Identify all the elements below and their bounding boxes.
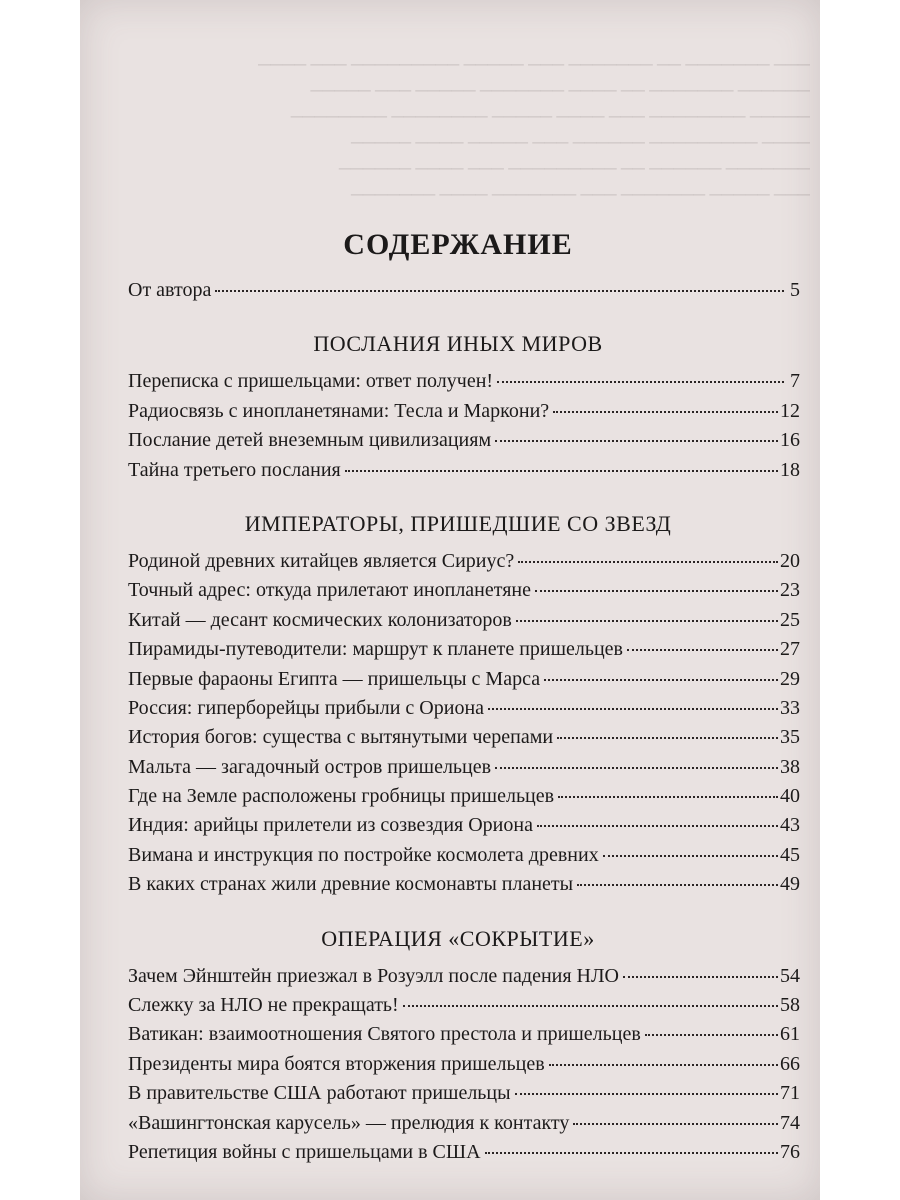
entry-page-number: 43 (780, 814, 800, 837)
toc-entry[interactable] (128, 753, 800, 782)
entry-page-number: 58 (780, 994, 800, 1017)
entry-page-number: 23 (780, 579, 800, 602)
dot-leader (573, 1123, 778, 1125)
entry-label: Ватикан: взаимоотношения Святого престола и пришельцев (128, 1023, 641, 1046)
entry-label: Тайна третьего послания (128, 458, 341, 481)
dot-leader (557, 737, 778, 739)
dot-leader (535, 590, 778, 592)
toc-entry[interactable] (128, 576, 800, 605)
section-title-messages: ПОСЛАНИЯ ИНЫХ МИРОВ (313, 331, 603, 357)
entry-label: Переписка с пришельцами: ответ получен! (128, 370, 494, 393)
entry-page-number: 45 (780, 843, 800, 866)
entry-label: Первые фараоны Египта — пришельцы с Марса (128, 667, 541, 690)
entry-label: Зачем Эйнштейн приезжал в Розуэлл после падения НЛО (128, 964, 619, 987)
entry-page-number: 16 (780, 429, 800, 452)
entry-page-number: 18 (780, 458, 800, 481)
entry-page-number: 54 (780, 964, 800, 987)
dot-leader (215, 290, 784, 292)
dot-leader (603, 855, 778, 857)
entry-page-number: 35 (780, 726, 800, 749)
dot-leader (537, 825, 778, 827)
entry-page-number: 7 (790, 370, 800, 393)
toc-entry[interactable] (128, 665, 800, 694)
entry-label: Россия: гиперборейцы прибыли с Ориона (128, 696, 485, 719)
dot-leader (485, 1152, 778, 1154)
section-title-operation: ОПЕРАЦИЯ «СОКРЫТИЕ» (321, 925, 595, 951)
entry-page-number: 66 (780, 1052, 800, 1075)
toc-entry[interactable] (128, 547, 800, 576)
toc-entry[interactable] (128, 426, 800, 455)
dot-leader (549, 1064, 778, 1066)
entry-label: История богов: существа с вытянутыми черепами (128, 726, 554, 749)
entry-label: В правительстве США работают пришельцы (128, 1082, 511, 1105)
toc-entry[interactable] (128, 870, 800, 899)
dot-leader (345, 470, 778, 472)
entry-label: В каких странах жили древние космонавты планеты (128, 873, 574, 896)
dot-leader (515, 1093, 778, 1095)
entry-label: Послание детей внеземным цивилизациям (128, 429, 492, 452)
entry-page-number: 38 (780, 755, 800, 778)
entry-label: Точный адрес: откуда прилетают инопланетяне (128, 579, 532, 602)
entry-label: Вимана и инструкция по постройке космолета древних (128, 843, 599, 866)
dot-leader (518, 561, 778, 563)
dot-leader (516, 620, 778, 622)
toc-entry[interactable] (128, 635, 800, 664)
dot-leader (495, 440, 778, 442)
dot-leader (488, 708, 778, 710)
dot-leader (577, 884, 778, 886)
toc-entry[interactable] (128, 1079, 800, 1108)
toc-entry[interactable] (128, 811, 800, 840)
entry-page-number: 61 (780, 1023, 800, 1046)
dot-leader (558, 796, 778, 798)
toc-title: СОДЕРЖАНИЕ (343, 228, 573, 261)
entry-page-number: 25 (780, 608, 800, 631)
entry-page-number: 29 (780, 667, 800, 690)
entry-label: Мальта — загадочный остров пришельцев (128, 755, 492, 778)
toc-entry[interactable] (128, 991, 800, 1020)
dot-leader (627, 649, 778, 651)
entry-label: От автора (128, 279, 212, 301)
entry-label: Китай — десант космических колонизаторов (128, 608, 512, 631)
table-of-contents (128, 220, 800, 1167)
toc-entry[interactable] (128, 782, 800, 811)
entry-label: Где на Земле расположены гробницы пришельцев (128, 785, 555, 808)
toc-entry[interactable] (128, 723, 800, 752)
entry-label: Пирамиды-путеводители: маршрут к планете пришельцев (128, 638, 623, 661)
entry-page-number: 40 (780, 785, 800, 808)
entry-label: Радиосвязь с инопланетянами: Тесла и Маркони? (128, 399, 550, 422)
toc-entry[interactable] (128, 1050, 800, 1079)
dot-leader (645, 1034, 778, 1036)
dot-leader (403, 1005, 778, 1007)
entry-page-number: 12 (780, 399, 800, 422)
dot-leader (553, 411, 778, 413)
entry-page-number: 49 (780, 873, 800, 896)
entry-label: Президенты мира боятся вторжения пришельцев (128, 1052, 545, 1075)
toc-entry[interactable] (128, 1020, 800, 1049)
entry-label: «Вашингтонская карусель» — прелюдия к контакту (128, 1111, 570, 1134)
dot-leader (544, 679, 778, 681)
entry-label: Репетиция войны с пришельцами в США (128, 1140, 481, 1163)
dot-leader (497, 381, 784, 383)
entry-page-number: 33 (780, 696, 800, 719)
entry-page-number: 27 (780, 638, 800, 661)
section-title-emperors: ИМПЕРАТОРЫ, ПРИШЕДШИЕ СО ЗВЕЗД (244, 510, 672, 536)
toc-entry-intro[interactable] (128, 276, 800, 305)
entry-label: Слежку за НЛО не прекращать! (128, 994, 399, 1017)
entry-page-number: 74 (780, 1111, 800, 1134)
toc-entry[interactable] (128, 694, 800, 723)
toc-entry[interactable] (128, 367, 800, 396)
toc-entry[interactable] (128, 1138, 800, 1167)
entry-label: Родиной древних китайцев является Сириус? (128, 549, 515, 572)
dot-leader (623, 976, 778, 978)
toc-entry[interactable] (128, 841, 800, 870)
entry-page-number: 20 (780, 549, 800, 572)
entry-page-number: 71 (780, 1082, 800, 1105)
show-through-texture: ─── ─────── ── ─────── ─── ───── ───────── ─── ──── ────── ─────── ── ──── ─────── ───── ─── ───── ───── ──────── ─── ──── ───── ──────── ──────── ──── ───────── ────── ─── ───── ──── ───── ─────── ────── ── ───────── ─── ──── ────── ─── ───── ─────── ─── ─────── ──── ─────── (258, 55, 810, 204)
toc-entry[interactable] (128, 456, 800, 485)
toc-entry[interactable] (128, 1109, 800, 1138)
toc-entry[interactable] (128, 606, 800, 635)
dot-leader (495, 767, 778, 769)
entry-page-number: 76 (780, 1140, 800, 1163)
toc-entry[interactable] (128, 962, 800, 991)
entry-label: Индия: арийцы прилетели из созвездия Ориона (128, 814, 533, 837)
entry-page-number: 5 (790, 279, 800, 301)
toc-entry[interactable] (128, 397, 800, 426)
